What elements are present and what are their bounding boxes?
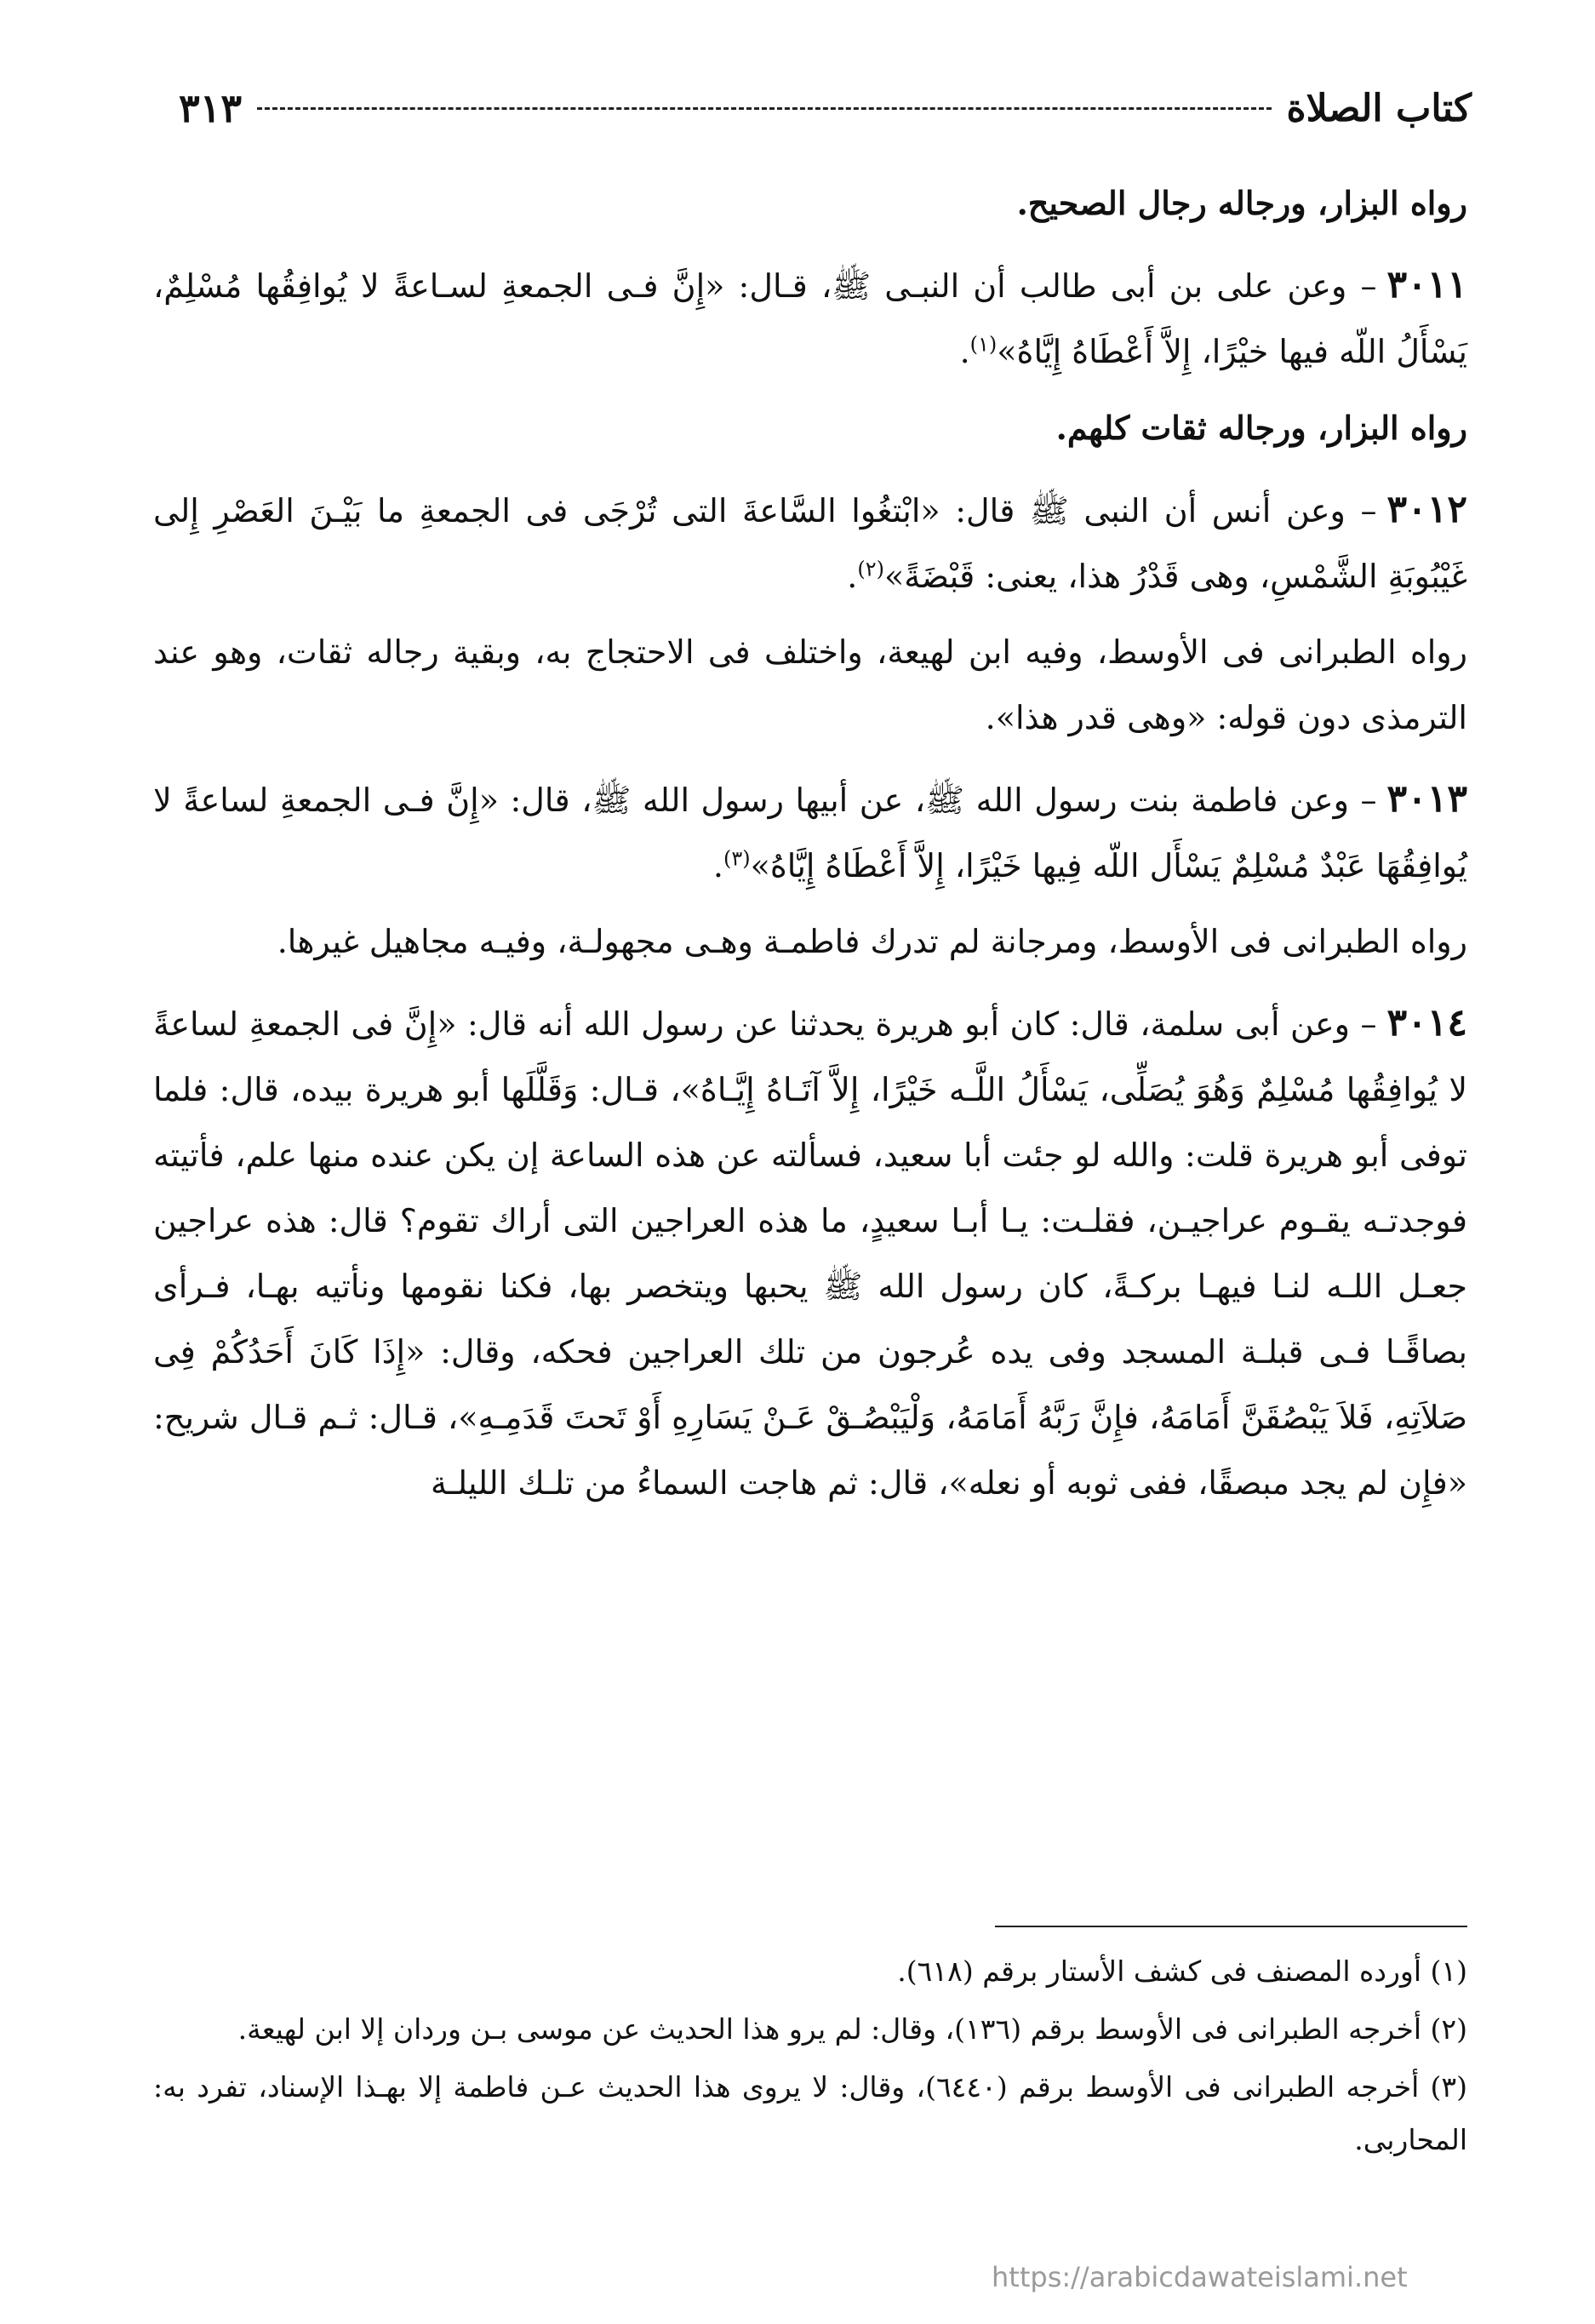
hadith-number: ٣٠١٤ [1386,1001,1467,1045]
hadith-number: ٣٠١١ [1386,263,1467,306]
main-text [153,170,1467,1526]
hadith-paragraph: ٣٠١٢– وعن أنس أن النبى ﷺ قال: «ابْتغُوا السَّاعةَ التى تُرْجَى فى الجمعةِ ما بَيْـنَ العَصْرِ إِلى غَيْبُوبَةِ الشَّمْسِ، وهى قَدْرُ هذا، يعنى: قَبْضَةً»$^{(٢)}$. [153,488,1467,595]
footnote-item: (٢) أخرجه الطبرانى فى الأوسط برقم (١٣٦)، وقال: لم يرو هذا الحديث عن موسى بـن وردان إلا ابن لهيعة. [237,2012,1467,2046]
hadith-paragraph: ٣٠١٣– وعن فاطمة بنت رسول الله ﷺ، عن أبيها رسول الله ﷺ، قال: «إِنَّ فـى الجمعةِ لساعةً لا يُوافِقُهَا عَبْدٌ مُسْلِمٌ يَسْأَل اللّه فِيها خَيْرًا، إِلاَّ أَعْطَاهُ إِيَّاهُ»$^{(٣)}$. [153,777,1467,884]
hadith-text: – وعن فاطمة بنت رسول الله ﷺ، عن أبيها رسول الله ﷺ، قال: «إِنَّ فـى الجمعةِ لساعةً لا يُوافِقُهَا عَبْدٌ مُسْلِمٌ يَسْأَل اللّه فِيها خَيْرًا، إِلاَّ أَعْطَاهُ إِيَّاهُ» [153,781,1467,884]
hadith-text: – وعن على بن أبى طالب أن النبـى ﷺ، قـال: «إِنَّ فـى الجمعةِ لسـاعةً لا يُوافِقُها مُسْلِمٌ، يَسْأَلُ اللّه فيها خيْرًا، إِلاَّ أَعْطَاهُ إِيَّاهُ» [153,267,1467,370]
chapter-title: كتاب الصلاة [1286,86,1472,130]
watermark-url: https://arabicdawateislami.net [992,2261,1408,2293]
footnote-marker: (٢) [857,557,885,581]
hadith-text: – وعن أبى سلمة، قال: كان أبو هريرة يحدثنا عن رسول الله أنه قال: «إِنَّ فى الجمعةِ لساعةً لا يُوافِقُها مُسْلِمٌ وَهُوَ يُصَلِّى، يَسْأَلُ اللَّـه خَيْرًا، إِلاَّ آتَـاهُ إِيَّـاهُ»، قـال: وَقَلَّلَها أبو هريرة بيده، قال: فلما توفى أبو هريرة قلت: والله لو جئت أبا سعيد، فسألته عن هذه الساعة إن يكن عنده منها علم، فأتيته فوجدتـه يقـوم عراجيـن، فقلـت: يـا أبـا سعيدٍ، ما هذه العراجين التى أراك تقوم؟ قال: هذه عراجين جعـل اللـه لنـا فيهـا بركـةً، كان رسول الله ﷺ يحبها ويتخصر بها، فكنا نقومها ونأتيه بهـا، فـرأى بصاقًـا فـى قبلـة المسجد وفى يده عُرجون من تلك العراجين فحكه، وقال: «إِذَا كَانَ أَحَدُكُمْ فِى صَلاَتِهِ، فَلاَ يَبْصُقَنَّ أَمَامَهُ، فإِنَّ رَبَّهُ أَمَامَهُ، وَلْيَبْصُـقْ عَـنْ يَسَارِهِ أَوْ تَحتَ قَدَمِـهِ»، قـال: ثـم قـال شريح: «فإِن لم يجد مبصقًا، ففى ثوبه أو نعله»، قال: ثم هاجت السماءُ من تلـك الليلـة [153,1005,1467,1502]
hadith-number: ٣٠١٢ [1386,488,1467,531]
footnotes [153,1945,1467,2172]
narration-note [153,170,1467,237]
hadith-paragraph [153,990,1467,1516]
narration-note [153,909,1467,975]
narration-note [153,620,1467,751]
note-text: رواه البزار، ورجاله رجال الصحيح. [1016,184,1467,222]
header-dashed-rule [257,107,1271,110]
footnote-marker: (٣) [723,846,751,871]
narration-note [153,395,1467,461]
note-text: رواه البزار، ورجاله ثقات كلهم. [1055,409,1467,447]
footnote-marker: (١) [969,332,998,357]
footnote-item: (١) أورده المصنف فى كشف الأستار برقم (٦١٨). [897,1955,1467,1988]
note-text: رواه الطبرانى فى الأوسط، ومرجانة لم تدرك فاطمـة وهـى مجهولـة، وفيـه مجاهيل غيرها. [277,923,1467,960]
hadith-paragraph: ٣٠١١– وعن على بن أبى طالب أن النبـى ﷺ، قـال: «إِنَّ فـى الجمعةِ لسـاعةً لا يُوافِقُها مُسْلِمٌ، يَسْأَلُ اللّه فيها خيْرًا، إِلاَّ أَعْطَاهُ إِيَّاهُ»$^{(١)}$. [153,263,1467,370]
footnote-item: (٣) أخرجه الطبرانى فى الأوسط برقم (٦٤٤٠)، وقال: لا يروى هذا الحديث عـن فاطمة إلا بهـذا الإسناد، تفرد به: المحاربى. [153,2070,1468,2156]
page-number: ٣١٣ [179,85,243,131]
hadith-text: – وعن أنس أن النبى ﷺ قال: «ابْتغُوا السَّاعةَ التى تُرْجَى فى الجمعةِ ما بَيْـنَ العَصْرِ إِلى غَيْبُوبَةِ الشَّمْسِ، وهى قَدْرُ هذا، يعنى: قَبْضَةً» [153,492,1467,595]
footnote-divider [995,1926,1467,1927]
hadith-number: ٣٠١٣ [1386,777,1467,821]
note-text: رواه الطبرانى فى الأوسط، وفيه ابن لهيعة، واختلف فى الاحتجاج به، وبقية رجاله ثقات، وهو عند الترمذى دون قوله: «وهى قدر هذا». [153,633,1467,736]
running-header [179,78,1472,138]
